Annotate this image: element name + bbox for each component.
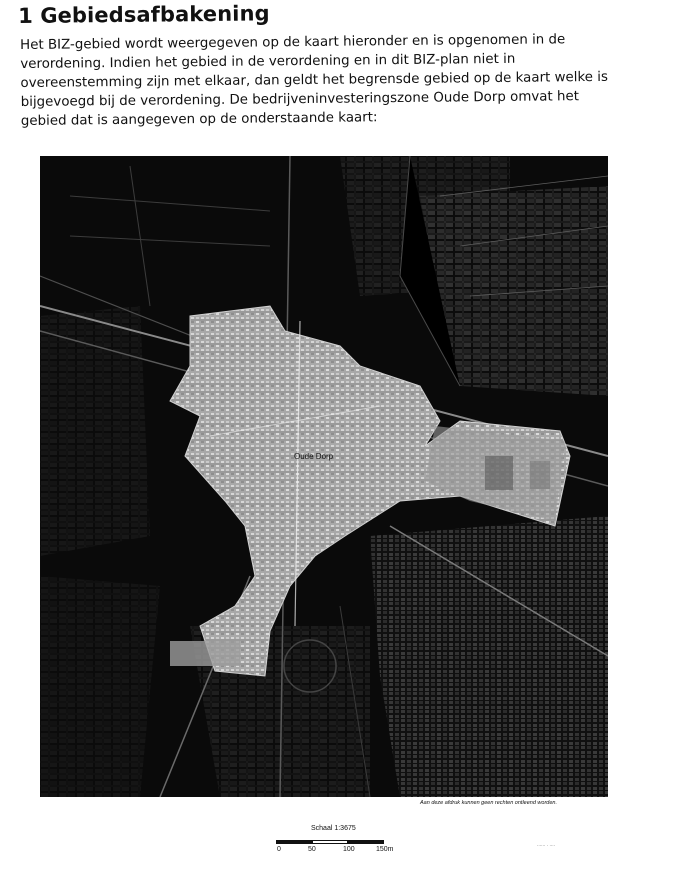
- map-image: [40, 156, 608, 797]
- scale-tick: 150m: [376, 846, 394, 853]
- print-footnote: ...... . ....: [537, 842, 556, 848]
- scale-segment: [276, 840, 312, 844]
- scale-tick: 100: [343, 846, 355, 853]
- area-label: Oude Dorp: [294, 452, 334, 461]
- scale-segment: [348, 840, 384, 844]
- scale-tick: 0: [277, 846, 281, 853]
- scale-tick: 50: [308, 846, 316, 853]
- area-map: [40, 156, 608, 797]
- scale-title: Schaal 1:3675: [311, 825, 356, 832]
- section-heading: 1 Gebiedsafbakening: [18, 1, 270, 28]
- map-disclaimer: Aan deze afdruk kunnen geen rechten ontleend worden.: [420, 800, 557, 806]
- scale-bar: [276, 836, 406, 858]
- scale-segment: [312, 840, 348, 844]
- intro-paragraph: Het BIZ-gebied wordt weergegeven op de kaart hieronder en is opgenomen in de verordening. Indien het gebied in de verordening en in dit BIZ-plan niet in overeenstemming zijn met elkaar, dan geldt het begrensde gebied op de kaart welke is bijgevoegd bij de verordening. De bedrijveninvesteringszone Oude Dorp omvat het gebied dat is aangegeven op de onderstaande kaart:: [20, 32, 609, 129]
